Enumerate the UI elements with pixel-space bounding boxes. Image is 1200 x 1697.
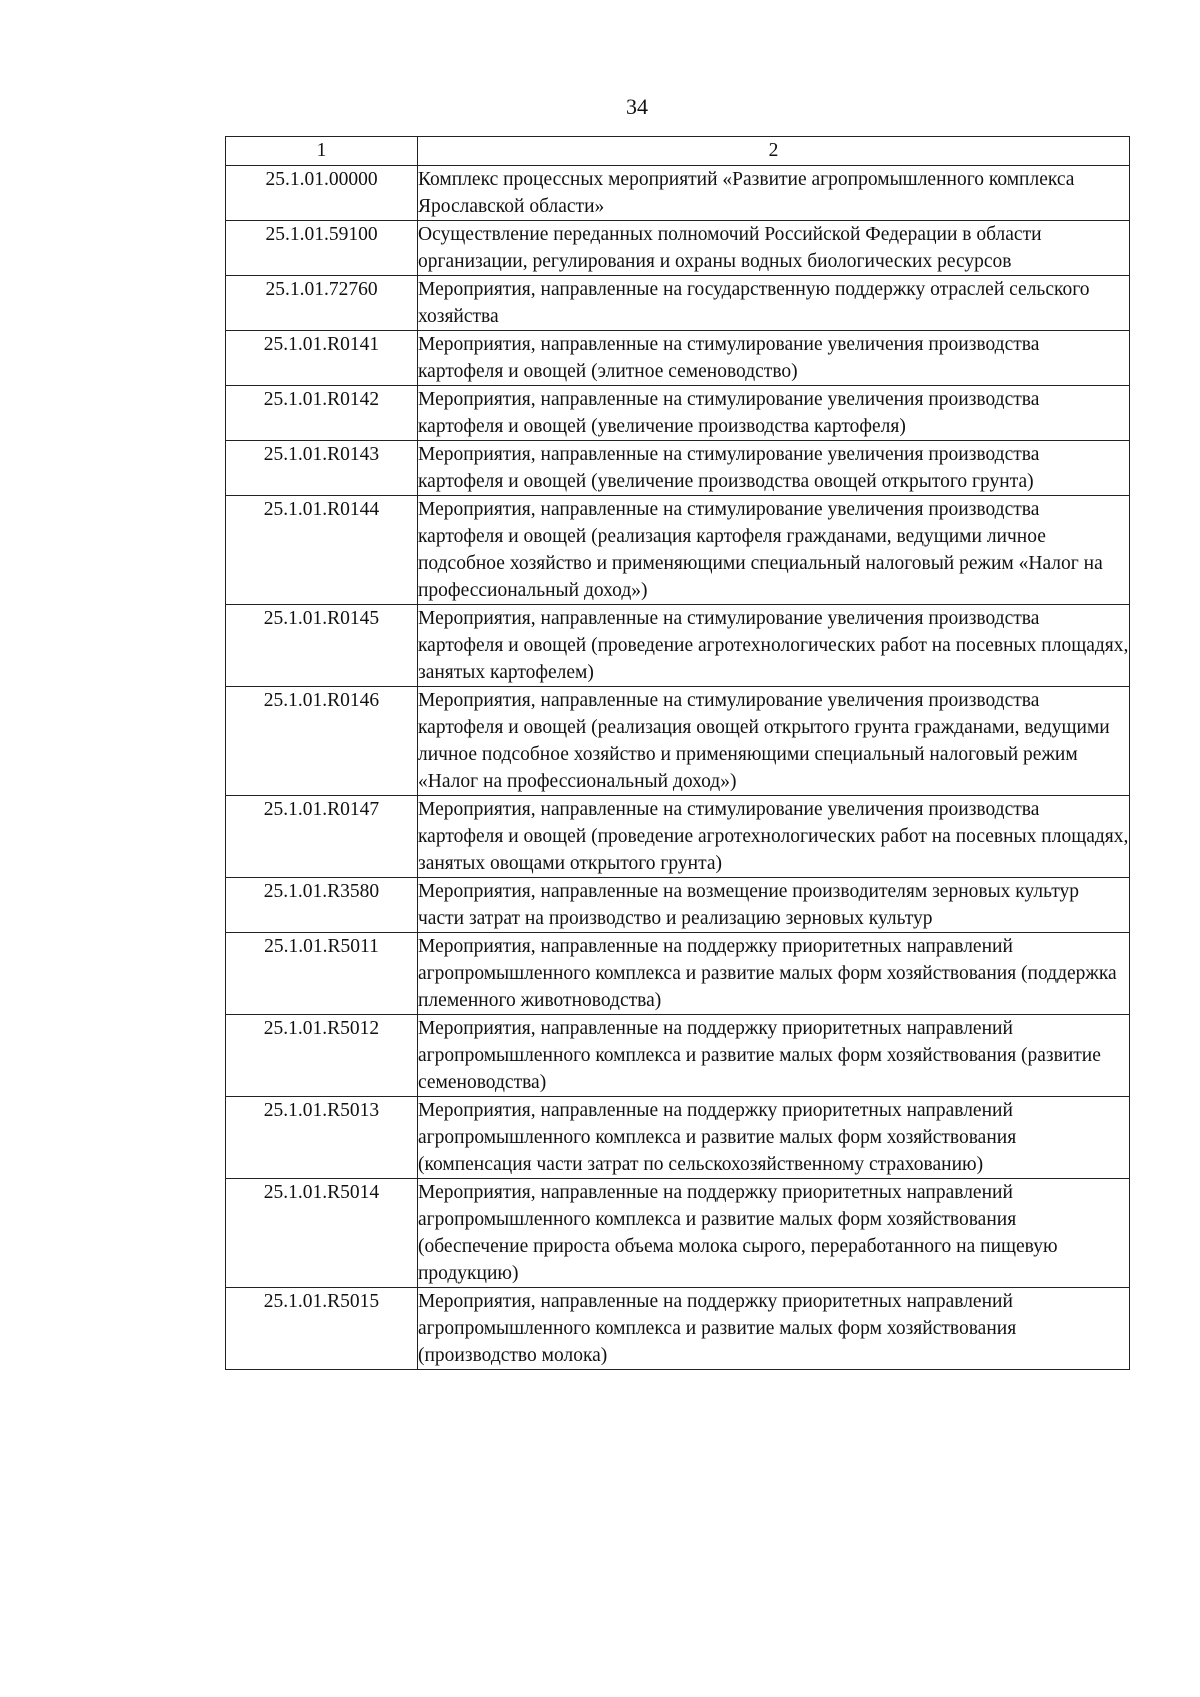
row-description: Мероприятия, направленные на стимулирование увеличения производства картофеля и овощей (реализация картофеля гражданами, ведущими личное подсобное хозяйство и применяющими специальный налоговый режим «Налог на профессиональный доход»): [418, 496, 1130, 605]
row-description: Комплекс процессных мероприятий «Развитие агропромышленного комплекса Ярославской области»: [418, 166, 1130, 221]
row-description: Мероприятия, направленные на стимулирование увеличения производства картофеля и овощей (увеличение производства овощей открытого грунта): [418, 441, 1130, 496]
row-code: 25.1.01.R5014: [226, 1179, 418, 1288]
row-code: 25.1.01.59100: [226, 221, 418, 276]
row-code: 25.1.01.R5015: [226, 1288, 418, 1370]
row-description: Мероприятия, направленные на поддержку приоритетных направлений агропромышленного комплекса и развитие малых форм хозяйствования (развитие семеноводства): [418, 1015, 1130, 1097]
row-description: Мероприятия, направленные на стимулирование увеличения производства картофеля и овощей (проведение агротехнологических работ на посевных площадях, занятых картофелем): [418, 605, 1130, 687]
table-row: [226, 441, 1130, 496]
table-row: [226, 878, 1130, 933]
table-row: [226, 933, 1130, 1015]
column-header-code: 1: [226, 137, 418, 166]
row-code: 25.1.01.R0146: [226, 687, 418, 796]
table-row: [226, 331, 1130, 386]
table-row: [226, 1015, 1130, 1097]
row-description: Мероприятия, направленные на стимулирование увеличения производства картофеля и овощей (проведение агротехнологических работ на посевных площадях, занятых овощами открытого грунта): [418, 796, 1130, 878]
row-code: 25.1.01.R0141: [226, 331, 418, 386]
row-description: Мероприятия, направленные на стимулирование увеличения производства картофеля и овощей (увеличение производства картофеля): [418, 386, 1130, 441]
row-code: 25.1.01.R0145: [226, 605, 418, 687]
row-description: Осуществление переданных полномочий Российской Федерации в области организации, регулирования и охраны водных биологических ресурсов: [418, 221, 1130, 276]
row-code: 25.1.01.R0147: [226, 796, 418, 878]
row-code: 25.1.01.R5013: [226, 1097, 418, 1179]
table-row: [226, 1288, 1130, 1370]
row-code: 25.1.01.00000: [226, 166, 418, 221]
table-body: [226, 166, 1130, 1370]
row-description: Мероприятия, направленные на поддержку приоритетных направлений агропромышленного комплекса и развитие малых форм хозяйствования (компенсация части затрат по сельскохозяйственному страхованию): [418, 1097, 1130, 1179]
row-description: Мероприятия, направленные на поддержку приоритетных направлений агропромышленного комплекса и развитие малых форм хозяйствования (производство молока): [418, 1288, 1130, 1370]
table-row: [226, 1179, 1130, 1288]
row-description: Мероприятия, направленные на государственную поддержку отраслей сельского хозяйства: [418, 276, 1130, 331]
row-description: Мероприятия, направленные на стимулирование увеличения производства картофеля и овощей (реализация овощей открытого грунта гражданами, ведущими личное подсобное хозяйство и применяющими специальный налоговый режим «Налог на профессиональный доход»): [418, 687, 1130, 796]
table-row: [226, 687, 1130, 796]
row-code: 25.1.01.R0142: [226, 386, 418, 441]
row-description: Мероприятия, направленные на поддержку приоритетных направлений агропромышленного комплекса и развитие малых форм хозяйствования (обеспечение прироста объема молока сырого, переработанного на пищевую продукцию): [418, 1179, 1130, 1288]
table-header-row: [226, 137, 1130, 166]
row-code: 25.1.01.R5011: [226, 933, 418, 1015]
table-row: [226, 386, 1130, 441]
column-header-description: 2: [418, 137, 1130, 166]
row-description: Мероприятия, направленные на стимулирование увеличения производства картофеля и овощей (элитное семеноводство): [418, 331, 1130, 386]
table-row: [226, 796, 1130, 878]
row-code: 25.1.01.72760: [226, 276, 418, 331]
table-row: [226, 1097, 1130, 1179]
row-code: 25.1.01.R0143: [226, 441, 418, 496]
table-row: [226, 276, 1130, 331]
table-row: [226, 496, 1130, 605]
row-code: 25.1.01.R0144: [226, 496, 418, 605]
row-code: 25.1.01.R3580: [226, 878, 418, 933]
budget-classification-table: [225, 136, 1130, 1370]
table-row: [226, 605, 1130, 687]
row-description: Мероприятия, направленные на поддержку приоритетных направлений агропромышленного комплекса и развитие малых форм хозяйствования (поддержка племенного животноводства): [418, 933, 1130, 1015]
table-row: [226, 166, 1130, 221]
table-row: [226, 221, 1130, 276]
page-number: 34: [626, 94, 648, 119]
row-code: 25.1.01.R5012: [226, 1015, 418, 1097]
row-description: Мероприятия, направленные на возмещение производителям зерновых культур части затрат на производство и реализацию зерновых культур: [418, 878, 1130, 933]
